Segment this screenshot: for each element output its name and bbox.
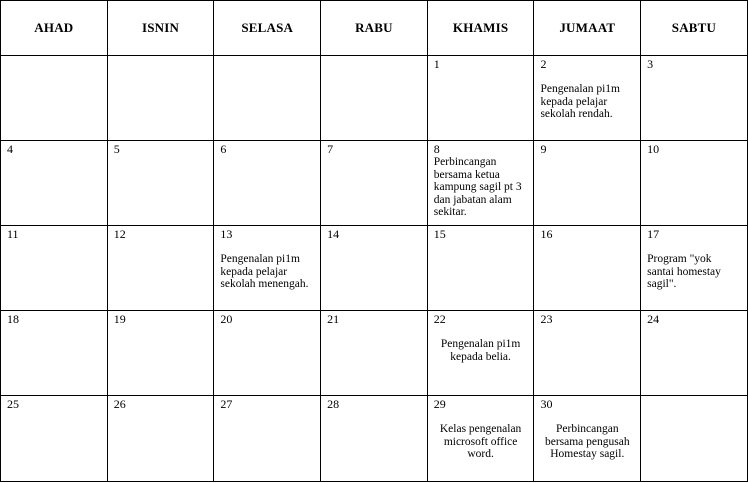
day-number: 30 <box>540 397 553 411</box>
day-cell <box>534 311 641 396</box>
day-cell <box>107 56 214 141</box>
day-cell <box>107 226 214 311</box>
day-cell <box>1 226 108 311</box>
day-cell <box>214 396 321 482</box>
day-cell <box>321 141 428 226</box>
day-cell <box>534 396 641 482</box>
weekday-header-row <box>1 1 748 56</box>
event-text: Pengenalan pi1m kepada pelajar sekolah rendah. <box>540 83 620 120</box>
weekday-header: SELASA <box>214 1 321 56</box>
day-number: 9 <box>540 142 547 156</box>
day-cell <box>321 311 428 396</box>
day-cell <box>641 141 748 226</box>
day-number: 17 <box>647 227 660 241</box>
day-cell <box>641 226 748 311</box>
day-number: 21 <box>327 312 340 326</box>
day-number: 1 <box>433 57 440 71</box>
event-text: Program "yok santai homestay sagil". <box>647 253 721 290</box>
day-cell <box>321 226 428 311</box>
day-number: 2 <box>540 57 547 71</box>
day-number: 16 <box>540 227 553 241</box>
day-cell <box>1 396 108 482</box>
day-number: 4 <box>7 142 13 156</box>
day-number: 10 <box>647 142 660 156</box>
day-number: 29 <box>433 397 446 411</box>
day-number: 26 <box>113 397 126 411</box>
day-cell <box>641 311 748 396</box>
day-number <box>220 58 314 71</box>
week-row <box>1 56 748 141</box>
day-number: 7 <box>327 142 334 156</box>
day-cell <box>427 311 534 396</box>
day-cell <box>107 141 214 226</box>
event-text: Kelas pengenalan microsoft office word. <box>439 423 522 460</box>
day-cell <box>214 311 321 396</box>
day-cell <box>107 396 214 482</box>
day-cell <box>427 56 534 141</box>
day-number: 14 <box>327 227 340 241</box>
weekday-header: JUMAAT <box>534 1 641 56</box>
weekday-header: AHAD <box>1 1 108 56</box>
day-number: 19 <box>113 312 126 326</box>
day-cell <box>427 226 534 311</box>
event-text: Perbincangan bersama ketua kampung sagil pt 3 dan jabatan alam sekitar. <box>433 156 522 218</box>
day-cell <box>534 56 641 141</box>
weekday-header: RABU <box>321 1 428 56</box>
day-number: 22 <box>433 312 446 326</box>
day-cell <box>534 226 641 311</box>
event-text: Pengenalan pi1m kepada pelajar sekolah menengah. <box>220 253 309 290</box>
day-number: 3 <box>647 57 654 71</box>
day-cell <box>214 141 321 226</box>
day-number: 27 <box>220 397 233 411</box>
day-cell <box>214 56 321 141</box>
event-text: Pengenalan pi1m kepada belia. <box>440 338 521 363</box>
day-cell <box>214 226 321 311</box>
day-number: 23 <box>540 312 553 326</box>
weekday-header: SABTU <box>641 1 748 56</box>
day-number: 18 <box>7 312 19 326</box>
week-row <box>1 226 748 311</box>
day-number <box>7 58 101 71</box>
day-number: 15 <box>433 227 446 241</box>
day-cell <box>1 56 108 141</box>
day-number <box>327 58 421 71</box>
week-row <box>1 396 748 482</box>
day-cell <box>1 311 108 396</box>
day-number: 24 <box>647 312 660 326</box>
day-cell <box>321 56 428 141</box>
day-number: 6 <box>220 142 227 156</box>
weekday-header: KHAMIS <box>427 1 534 56</box>
day-number: 8 <box>433 142 440 156</box>
day-number: 20 <box>220 312 233 326</box>
day-number: 28 <box>327 397 340 411</box>
day-number <box>647 398 741 411</box>
event-text: Perbincangan bersama pengusah Homestay sagil. <box>544 423 630 460</box>
day-number <box>114 58 208 71</box>
day-cell <box>641 396 748 482</box>
day-number: 11 <box>7 227 19 241</box>
weekday-header: ISNIN <box>107 1 214 56</box>
week-row <box>1 311 748 396</box>
day-cell <box>107 311 214 396</box>
day-cell <box>427 396 534 482</box>
day-number: 12 <box>113 227 126 241</box>
day-number: 25 <box>7 397 19 411</box>
day-cell <box>1 141 108 226</box>
day-number: 5 <box>113 142 120 156</box>
day-number: 13 <box>220 227 233 241</box>
week-row <box>1 141 748 226</box>
day-cell <box>321 396 428 482</box>
day-cell <box>641 56 748 141</box>
day-cell <box>427 141 534 226</box>
day-cell <box>534 141 641 226</box>
